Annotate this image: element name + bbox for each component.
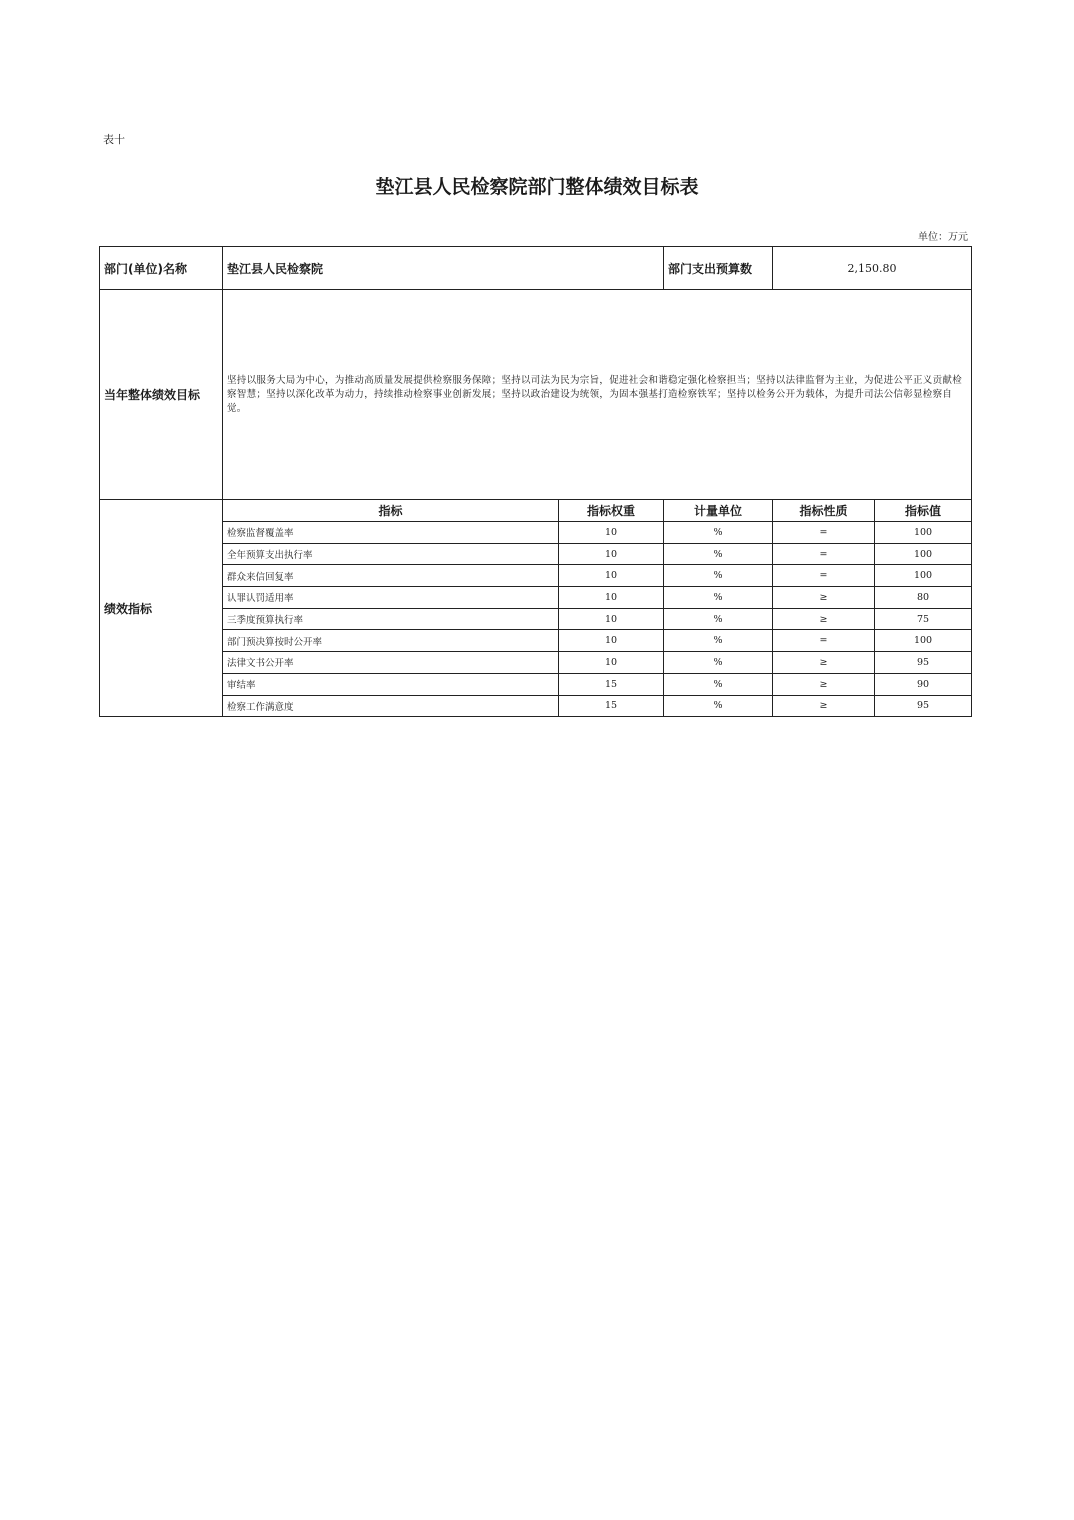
col-value: 指标值 — [875, 500, 972, 522]
indicator-weight: 10 — [559, 587, 664, 609]
table-row — [100, 587, 972, 609]
goal-text: 坚持以服务大局为中心，为推动高质量发展提供检察服务保障；坚持以司法为民为宗旨，促进社会和谐稳定强化检察担当；坚持以法律监督为主业，为促进公平正义贡献检察智慧；坚持以深化改革为动力，持续推动检察事业创新发展；坚持以政治建设为统领，为固本强基打造检察铁军；坚持以检务公开为载体，为提升司法公信彰显检察自觉。 — [223, 290, 972, 500]
dept-name: 垫江县人民检察院 — [223, 247, 664, 290]
indicator-value: 100 — [875, 630, 972, 652]
col-nature: 指标性质 — [773, 500, 875, 522]
indicator-value: 95 — [875, 652, 972, 674]
indicator-value: 100 — [875, 565, 972, 587]
indicator-value: 80 — [875, 587, 972, 609]
indicator-name: 检察监督覆盖率 — [223, 522, 559, 544]
indicator-value: 75 — [875, 608, 972, 630]
indicator-nature: ≥ — [773, 652, 875, 674]
table-row — [100, 522, 972, 544]
unit-note: 单位：万元 — [918, 232, 968, 243]
indicator-unit: % — [664, 695, 773, 717]
indicator-name: 部门预决算按时公开率 — [223, 630, 559, 652]
page-label: 表十 — [103, 133, 125, 146]
indicator-unit: % — [664, 565, 773, 587]
indicator-unit: % — [664, 522, 773, 544]
budget-label: 部门支出预算数 — [664, 247, 773, 290]
indicator-nature: ≥ — [773, 695, 875, 717]
indicator-value: 100 — [875, 522, 972, 544]
table-row — [100, 543, 972, 565]
indicator-weight: 10 — [559, 652, 664, 674]
indicator-unit: % — [664, 608, 773, 630]
indicator-unit: % — [664, 652, 773, 674]
table-row — [100, 652, 972, 674]
indicator-nature: ≥ — [773, 673, 875, 695]
indicator-unit: % — [664, 543, 773, 565]
indicator-name: 三季度预算执行率 — [223, 608, 559, 630]
indicator-weight: 15 — [559, 695, 664, 717]
indicator-name: 全年预算支出执行率 — [223, 543, 559, 565]
goal-row — [100, 290, 972, 500]
indicator-nature: ≥ — [773, 587, 875, 609]
dept-row — [100, 247, 972, 290]
col-unit: 计量单位 — [664, 500, 773, 522]
indicator-value: 100 — [875, 543, 972, 565]
indicator-weight: 10 — [559, 565, 664, 587]
indicator-name: 检察工作满意度 — [223, 695, 559, 717]
indicator-name: 审结率 — [223, 673, 559, 695]
table-row — [100, 695, 972, 717]
table-row — [100, 565, 972, 587]
perf-label: 绩效指标 — [100, 500, 223, 717]
indicator-nature: = — [773, 630, 875, 652]
indicator-weight: 10 — [559, 630, 664, 652]
indicator-value: 95 — [875, 695, 972, 717]
page-title: 垫江县人民检察院部门整体绩效目标表 — [375, 176, 699, 198]
table-row — [100, 608, 972, 630]
indicator-nature: = — [773, 543, 875, 565]
table-row — [100, 673, 972, 695]
indicator-weight: 10 — [559, 608, 664, 630]
indicator-weight: 15 — [559, 673, 664, 695]
col-indicator: 指标 — [223, 500, 559, 522]
indicator-value: 90 — [875, 673, 972, 695]
indicator-nature: = — [773, 565, 875, 587]
dept-label: 部门(单位)名称 — [100, 247, 223, 290]
indicator-name: 群众来信回复率 — [223, 565, 559, 587]
indicator-unit: % — [664, 673, 773, 695]
indicator-nature: ≥ — [773, 608, 875, 630]
indicator-name: 法律文书公开率 — [223, 652, 559, 674]
indicator-name: 认罪认罚适用率 — [223, 587, 559, 609]
indicator-unit: % — [664, 587, 773, 609]
performance-table — [99, 246, 972, 717]
budget-value: 2,150.80 — [773, 247, 972, 290]
indicator-weight: 10 — [559, 522, 664, 544]
table-row — [100, 630, 972, 652]
goal-label: 当年整体绩效目标 — [100, 290, 223, 500]
indicator-header-row — [100, 500, 972, 522]
indicator-nature: = — [773, 522, 875, 544]
col-weight: 指标权重 — [559, 500, 664, 522]
indicator-unit: % — [664, 630, 773, 652]
indicator-weight: 10 — [559, 543, 664, 565]
